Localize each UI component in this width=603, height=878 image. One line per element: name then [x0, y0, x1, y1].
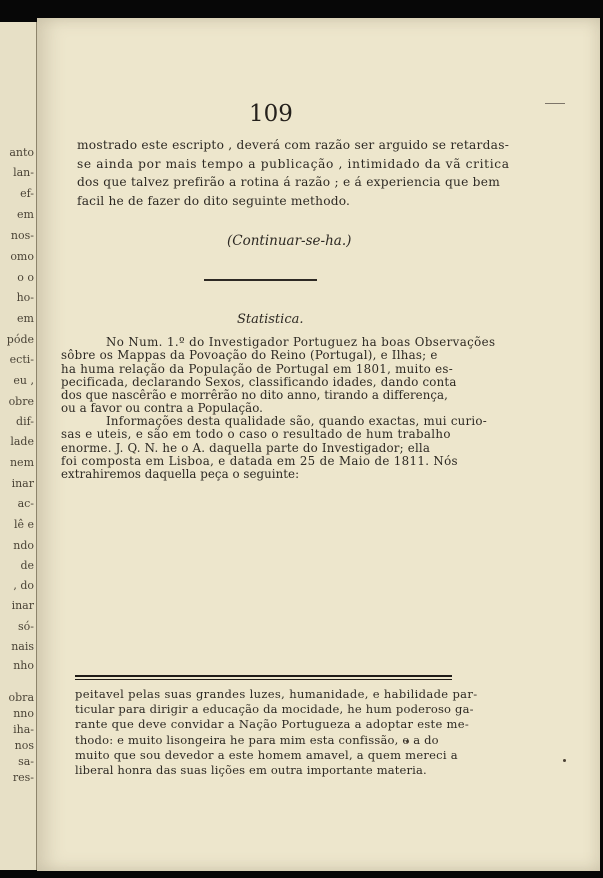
left-fragment: nais: [11, 640, 34, 653]
left-fragment: só-: [18, 620, 34, 633]
left-fragment: em: [17, 312, 34, 325]
left-fragment: dif-: [16, 415, 34, 428]
left-fragment: póde: [6, 333, 34, 346]
left-fragment: lê e: [13, 518, 34, 531]
footnote-line: peitavel pelas suas grandes luzes, humanidade, e habilidade par-: [75, 687, 478, 701]
footnote: [75, 687, 478, 778]
left-fragment: nno: [13, 707, 34, 720]
left-fragment: ac-: [17, 497, 34, 510]
left-fragment: iha-: [13, 723, 34, 736]
footnote-line: thodo: e muito lisongeira he para mim esta confissão, e a do: [75, 732, 439, 747]
intro-paragraph: [77, 136, 510, 210]
left-fragment: de: [20, 559, 34, 572]
left-fragment: , do: [13, 579, 34, 592]
book-page: [37, 18, 600, 871]
left-fragment: nem: [9, 456, 34, 469]
left-fragment: ndo: [13, 539, 34, 552]
section-heading: Statistica.: [237, 312, 304, 327]
text-line: foi composta em Lisboa, e datada em 25 de Maio de 1811. Nós: [61, 453, 458, 468]
left-fragment: nos: [14, 739, 34, 752]
statistics-paragraph-2: [61, 414, 488, 482]
left-fragment: omo: [10, 250, 34, 263]
section-divider: [204, 279, 317, 281]
left-fragment: ecti-: [9, 353, 34, 366]
left-fragment: ef-: [20, 187, 34, 200]
left-fragment: ho-: [16, 291, 34, 304]
text-line: dos que nascêrão e morrêrão no dito anno, tirando a differença,: [61, 388, 448, 403]
text-line: dos que talvez prefirão a rotina á razão ; e á experiencia que bem: [77, 175, 500, 189]
text-line: extrahiremos daquella peça o seguinte:: [61, 467, 300, 482]
text-line: ou a favor ou contra a População.: [61, 401, 263, 416]
left-fragment: obra: [8, 691, 34, 704]
left-page-margin: [0, 22, 38, 870]
text-line: mostrado este escripto , deverá com razão ser arguido se retardas-: [77, 138, 510, 152]
left-fragment: nos-: [10, 229, 34, 242]
left-fragment: inar: [11, 599, 34, 612]
text-line: facil he de fazer do dito seguinte methodo.: [77, 193, 351, 208]
footnote-line: rante que deve convidar a Nação Portugueza a adoptar este me-: [75, 717, 470, 732]
text-line: sôbre os Mappas da Povoação do Reino (Portugal), e Ilhas; e: [61, 348, 438, 363]
left-fragment: eu ,: [13, 374, 34, 387]
text-line: sas e uteis, e são em todo o caso o resultado de hum trabalho: [61, 427, 451, 442]
left-fragment: sa-: [18, 755, 34, 768]
footnote-divider-thin: [75, 679, 452, 680]
text-line: ha huma relação da População de Portugal em 1801, muito es-: [61, 361, 454, 376]
left-fragment: res-: [12, 771, 34, 784]
footnote-divider: [75, 675, 452, 677]
left-fragment: inar: [11, 477, 34, 490]
ink-spot: [563, 759, 566, 762]
text-line: pecificada, declarando Sexos, classificando idades, dando conta: [61, 374, 457, 389]
margin-mark: [545, 103, 565, 104]
footnote-line: liberal honra das suas lições em outra importante materia.: [75, 763, 427, 778]
left-fragment: anto: [9, 146, 34, 159]
text-line: enorme. J. Q. N. he o A. daquella parte do Investigador; ella: [61, 440, 431, 455]
left-fragment: o o: [17, 271, 34, 284]
left-fragment: lade: [10, 435, 34, 448]
footnote-line: ticular para dirigir a educação da mocidade, he hum poderoso ga-: [75, 702, 474, 717]
text-line: No Num. 1.º do Investigador Portuguez ha boas Observações: [106, 335, 496, 349]
left-fragment: lan-: [13, 166, 34, 179]
left-fragment: em: [17, 208, 34, 221]
left-fragment: nho: [13, 659, 34, 672]
page-number: 109: [249, 101, 293, 127]
continuation-note: (Continuar-se-ha.): [227, 233, 352, 249]
left-fragment: obre: [8, 395, 34, 408]
footnote-line: muito que sou devedor a este homem amavel, a quem mereci a: [75, 747, 458, 762]
statistics-paragraph-1: [61, 335, 496, 416]
text-line: se ainda por mais tempo a publicação , intimidado da vã critica: [77, 156, 510, 171]
text-line: Informações desta qualidade são, quando exactas, mui curio-: [106, 414, 488, 428]
